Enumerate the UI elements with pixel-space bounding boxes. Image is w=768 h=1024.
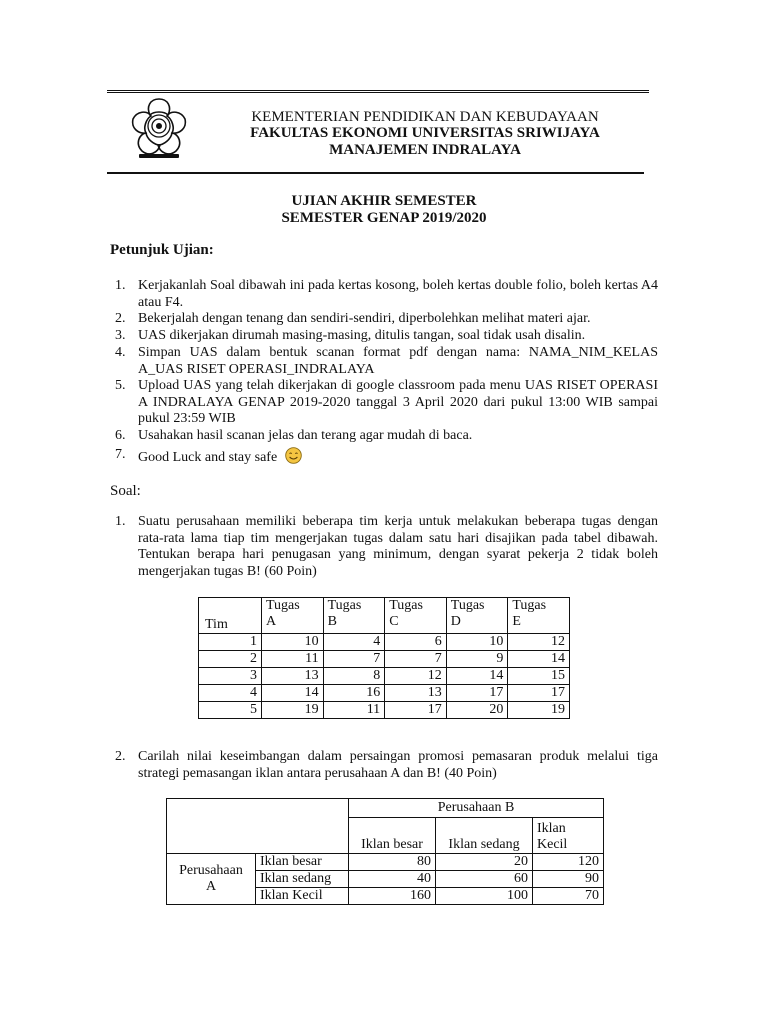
value-cell: 40	[349, 871, 436, 888]
table-row	[167, 854, 604, 871]
tim-cell: 2	[199, 651, 262, 668]
question-number: 2.	[115, 749, 126, 764]
value-cell: 17	[446, 685, 508, 702]
instruction-number: 4.	[115, 345, 126, 360]
value-cell: 12	[385, 668, 447, 685]
header-line: Tugas	[266, 598, 300, 613]
value-cell: 20	[446, 702, 508, 719]
question-item	[110, 749, 658, 782]
table-header-row	[199, 598, 570, 634]
header-line: Tugas	[450, 598, 485, 613]
header-line: A	[266, 614, 277, 629]
value-cell: 11	[262, 651, 324, 668]
value-cell: 10	[262, 634, 324, 651]
value-cell: 12	[508, 634, 570, 651]
table-row	[199, 651, 570, 668]
instruction-item	[110, 328, 658, 345]
tim-header: Tim	[199, 598, 262, 634]
instruction-item	[110, 278, 658, 311]
value-cell: 7	[385, 651, 447, 668]
header-line: B	[327, 614, 337, 629]
instructions-heading: Petunjuk Ujian:	[110, 242, 214, 258]
task-c-header	[385, 598, 447, 634]
value-cell: 60	[436, 871, 533, 888]
value-cell: 11	[323, 702, 385, 719]
payoff-table	[166, 798, 604, 905]
instruction-text: Kerjakanlah Soal dibawah ini pada kertas kosong, boleh kertas double folio, boleh kertas A4 atau F4.	[138, 278, 658, 310]
header-line: E	[512, 614, 521, 629]
header-line: Tugas	[327, 598, 362, 613]
row-label: Iklan sedang	[256, 871, 349, 888]
value-cell: 13	[262, 668, 324, 685]
value-cell: 14	[262, 685, 324, 702]
value-cell: 16	[323, 685, 385, 702]
column-header: Iklan Kecil	[533, 818, 604, 854]
value-cell: 10	[446, 634, 508, 651]
table-row	[199, 634, 570, 651]
instruction-item	[110, 345, 658, 378]
tim-cell: 5	[199, 702, 262, 719]
value-cell: 14	[508, 651, 570, 668]
value-cell: 17	[508, 685, 570, 702]
tim-cell: 4	[199, 685, 262, 702]
header-line: Tugas	[389, 598, 423, 613]
tim-cell: 1	[199, 634, 262, 651]
value-cell: 19	[262, 702, 324, 719]
tim-cell: 3	[199, 668, 262, 685]
instruction-text: Bekerjalah dengan tenang dan sendiri-sendiri, diperbolehkan melihat materi ajar.	[138, 311, 591, 326]
task-b-header	[323, 598, 385, 634]
value-cell: 19	[508, 702, 570, 719]
faculty-name: FAKULTAS EKONOMI UNIVERSITAS SRIWIJAYA	[250, 125, 600, 141]
question-text: Suatu perusahaan memiliki beberapa tim kerja untuk melakukan beberapa tugas dengan rata-rata lama tiap tim mengerjakan tugas dalam satu hari disajikan pada tabel dibawah. Tentukan berapa hari penugasan yang minimum, dengan syarat pekerja 2 tidak boleh mengerjakan tugas B! (60 Poin)	[138, 514, 658, 579]
value-cell: 8	[323, 668, 385, 685]
instruction-item	[110, 428, 658, 445]
row-group-line: Perusahaan	[179, 863, 243, 878]
instruction-item	[110, 378, 658, 428]
value-cell: 120	[533, 854, 604, 871]
smiley-icon	[285, 447, 302, 464]
instruction-number: 3.	[115, 328, 126, 343]
assignment-table	[198, 597, 570, 719]
instruction-text: Upload UAS yang telah dikerjakan di google classroom pada menu UAS RISET OPERASI A INDRALAYA GENAP 2019-2020 tanggal 3 April 2020 dari pukul 13:00 WIB sampai pukul 23:59 WIB	[138, 378, 658, 426]
column-header: Iklan besar	[349, 818, 436, 854]
value-cell: 100	[436, 888, 533, 905]
company-b-header: Perusahaan B	[349, 799, 604, 818]
value-cell: 7	[323, 651, 385, 668]
header-line: Tugas	[512, 598, 547, 613]
table-row	[199, 702, 570, 719]
question-text: Carilah nilai keseimbangan dalam persaingan promosi pemasaran produk melalui tiga strategi pemasangan iklan antara perusahaan A dan B! (40 Poin)	[138, 749, 658, 781]
value-cell: 90	[533, 871, 604, 888]
column-header: Iklan sedang	[436, 818, 533, 854]
header-bottom-rule	[107, 172, 644, 174]
value-cell: 20	[436, 854, 533, 871]
question-number: 1.	[115, 514, 126, 529]
table-row	[199, 668, 570, 685]
value-cell: 160	[349, 888, 436, 905]
value-cell: 6	[385, 634, 447, 651]
instruction-number: 7.	[115, 447, 126, 462]
soal-heading: Soal:	[110, 483, 141, 499]
question-item	[110, 514, 658, 580]
instruction-text: Good Luck and stay safe	[138, 450, 278, 465]
table-header-row	[167, 799, 604, 818]
instruction-number: 2.	[115, 311, 126, 326]
table-row	[199, 685, 570, 702]
value-cell: 13	[385, 685, 447, 702]
instruction-item	[110, 311, 658, 328]
instruction-text: UAS dikerjakan dirumah masing-masing, ditulis tangan, soal tidak usah disalin.	[138, 328, 586, 343]
instruction-text: Simpan UAS dalam bentuk scanan format pdf dengan nama: NAMA_NIM_KELAS A_UAS RISET OPERASI_INDRALAYA	[138, 345, 658, 377]
task-e-header	[508, 598, 570, 634]
ministry-name: KEMENTERIAN PENDIDIKAN DAN KEBUDAYAAN	[251, 109, 599, 125]
value-cell: 17	[385, 702, 447, 719]
department-name: MANAJEMEN INDRALAYA	[329, 142, 521, 158]
task-d-header	[446, 598, 508, 634]
exam-title: UJIAN AKHIR SEMESTER	[291, 193, 477, 209]
instruction-text: Usahakan hasil scanan jelas dan terang agar mudah di baca.	[138, 428, 473, 443]
university-emblem-icon	[124, 93, 194, 163]
empty-corner-cell	[167, 799, 349, 854]
value-cell: 80	[349, 854, 436, 871]
value-cell: 4	[323, 634, 385, 651]
instruction-number: 1.	[115, 278, 126, 293]
value-cell: 14	[446, 668, 508, 685]
instruction-number: 6.	[115, 428, 126, 443]
instruction-item	[110, 447, 658, 467]
value-cell: 15	[508, 668, 570, 685]
header-line: C	[389, 614, 399, 629]
task-a-header	[262, 598, 324, 634]
value-cell: 70	[533, 888, 604, 905]
exam-semester: SEMESTER GENAP 2019/2020	[281, 210, 487, 226]
company-a-header	[167, 854, 256, 905]
row-group-line: A	[205, 879, 217, 894]
header-line: D	[450, 614, 461, 629]
row-label: Iklan besar	[256, 854, 349, 871]
row-label: Iklan Kecil	[256, 888, 349, 905]
instruction-number: 5.	[115, 378, 126, 393]
value-cell: 9	[446, 651, 508, 668]
